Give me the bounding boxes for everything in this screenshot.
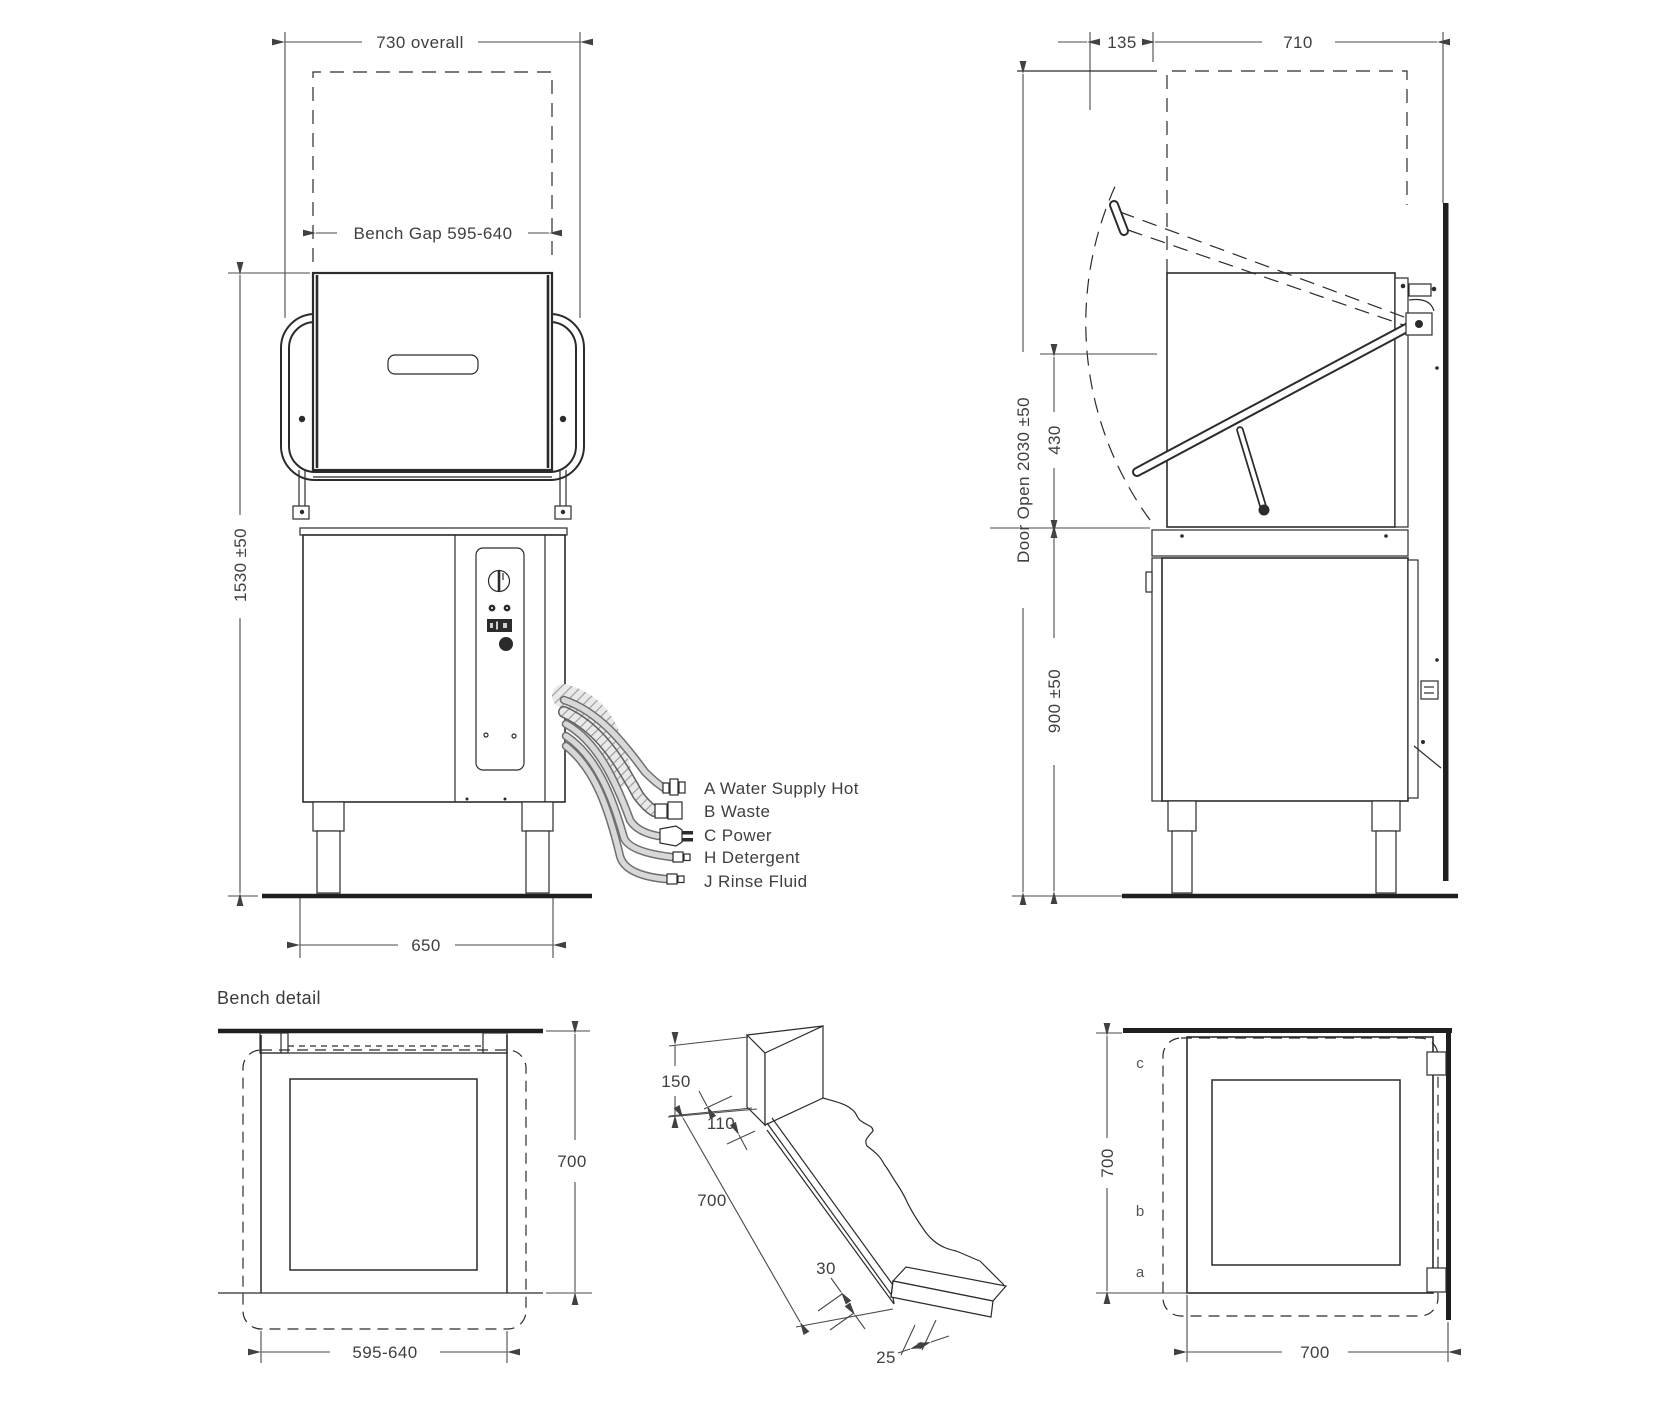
dim-door-open-label: Door Open 2030 ±50 [1014, 397, 1033, 563]
front-view [228, 32, 859, 958]
pivot-bolt [299, 416, 305, 422]
dim-depth [1153, 32, 1443, 203]
wall-line [1443, 203, 1449, 881]
machine-legs [313, 802, 553, 893]
bench-plan [217, 988, 592, 1363]
extension-line [830, 1313, 854, 1330]
machine-footprint-dashed [243, 1050, 526, 1329]
dim-corner-width [1187, 1295, 1448, 1362]
waste-connector [655, 802, 682, 819]
dim-splashback-offset-label: 110 [706, 1114, 736, 1133]
body-side-panel [1162, 558, 1408, 801]
wall-right [1446, 1028, 1451, 1320]
corner-plan [1096, 1028, 1452, 1362]
cabinet-body [300, 528, 567, 802]
bench-detail-title: Bench detail [217, 988, 321, 1008]
pivot-bolt [560, 416, 566, 422]
dim-gap-width [261, 1331, 507, 1363]
hood-raised-outline-side [1167, 71, 1407, 273]
tank-opening [290, 1079, 477, 1270]
dim-hood-lift [1040, 354, 1157, 525]
dim-base-width [300, 898, 553, 958]
extension-line [901, 1325, 915, 1355]
side-view [990, 32, 1458, 896]
dim-hood-lift-label: 430 [1045, 425, 1064, 455]
connection-legend [704, 779, 859, 891]
power-plug [660, 826, 693, 846]
dim-overall-width-label: 730 overall [376, 33, 464, 52]
dim-rail-width [816, 1259, 865, 1330]
legend-detergent: H Detergent [704, 848, 801, 867]
dim-corner-depth [1096, 1033, 1188, 1293]
dim-splashback-height-label: 150 [661, 1072, 691, 1091]
rinse-connector [667, 874, 684, 884]
hood [313, 273, 552, 477]
dim-door-open [1014, 74, 1033, 892]
dim-corner-width-label: 700 [1300, 1343, 1330, 1362]
dim-bench-gap-label: Bench Gap 595-640 [353, 224, 513, 243]
wall-hinge-plate-top [1427, 1052, 1446, 1075]
detergent-connector [673, 852, 690, 862]
handle-strut-ball [1259, 505, 1270, 516]
body-front-band [1152, 558, 1162, 801]
dim-corner-depth-label: 700 [1098, 1148, 1117, 1178]
dim-bench-gap [316, 224, 549, 243]
start-button [499, 637, 513, 651]
wall-bracket [1421, 681, 1438, 699]
dim-bench-height-label: 900 ±50 [1045, 668, 1064, 734]
dim-depth-label: 710 [1283, 33, 1313, 52]
extension-line [818, 1294, 842, 1311]
extension-line [704, 1096, 732, 1109]
legend-rinse: J Rinse Fluid [704, 872, 808, 891]
dim-rail-width-label: 30 [816, 1259, 836, 1278]
extension-line [669, 1037, 748, 1046]
wall [1435, 203, 1448, 881]
body-top-rim [300, 528, 567, 535]
legend-water: A Water Supply Hot [704, 779, 859, 798]
dim-bench-height [990, 528, 1150, 891]
dim-lip [876, 1320, 949, 1367]
cabinet-side [1146, 530, 1441, 893]
legend-power: C Power [704, 826, 772, 845]
body-panel [303, 535, 565, 802]
service-hoses [564, 696, 693, 884]
zone-label-b: b [1135, 1203, 1145, 1220]
legend-waste: B Waste [704, 802, 771, 821]
dim-gap-width-label: 595-640 [352, 1343, 418, 1362]
end-rail-block [891, 1267, 1006, 1317]
pivot-axle [1415, 320, 1423, 328]
dim-lip-label: 25 [876, 1348, 896, 1367]
bench-isometric [661, 1026, 1006, 1367]
zone-label-a: a [1135, 1264, 1145, 1281]
hood-panel [313, 273, 552, 470]
dim-total-height [228, 273, 310, 896]
door-latch [1146, 572, 1152, 592]
body-back-band [1408, 560, 1418, 798]
extension-line [922, 1320, 936, 1350]
dim-base-width-label: 650 [411, 936, 441, 955]
dim-bench-depth [546, 1031, 592, 1293]
dim-front-clearance-label: 135 [1107, 33, 1137, 52]
tank-rim-side [1152, 530, 1408, 556]
extension-line [796, 1309, 893, 1327]
dim-rail-length-label: 700 [697, 1191, 727, 1210]
water-connector [663, 779, 685, 795]
dim-bench-depth-label: 700 [557, 1152, 587, 1171]
wall-hinge-plate-bottom [1427, 1268, 1446, 1292]
zone-label-c: c [1136, 1055, 1144, 1072]
wall-top [1123, 1028, 1452, 1033]
machine-plan-body [1187, 1037, 1433, 1293]
control-panel [476, 548, 524, 770]
splashback-panel [747, 1026, 823, 1125]
dim-total-height-label: 1530 ±50 [231, 528, 250, 602]
bench-broken-edge [823, 1098, 980, 1261]
